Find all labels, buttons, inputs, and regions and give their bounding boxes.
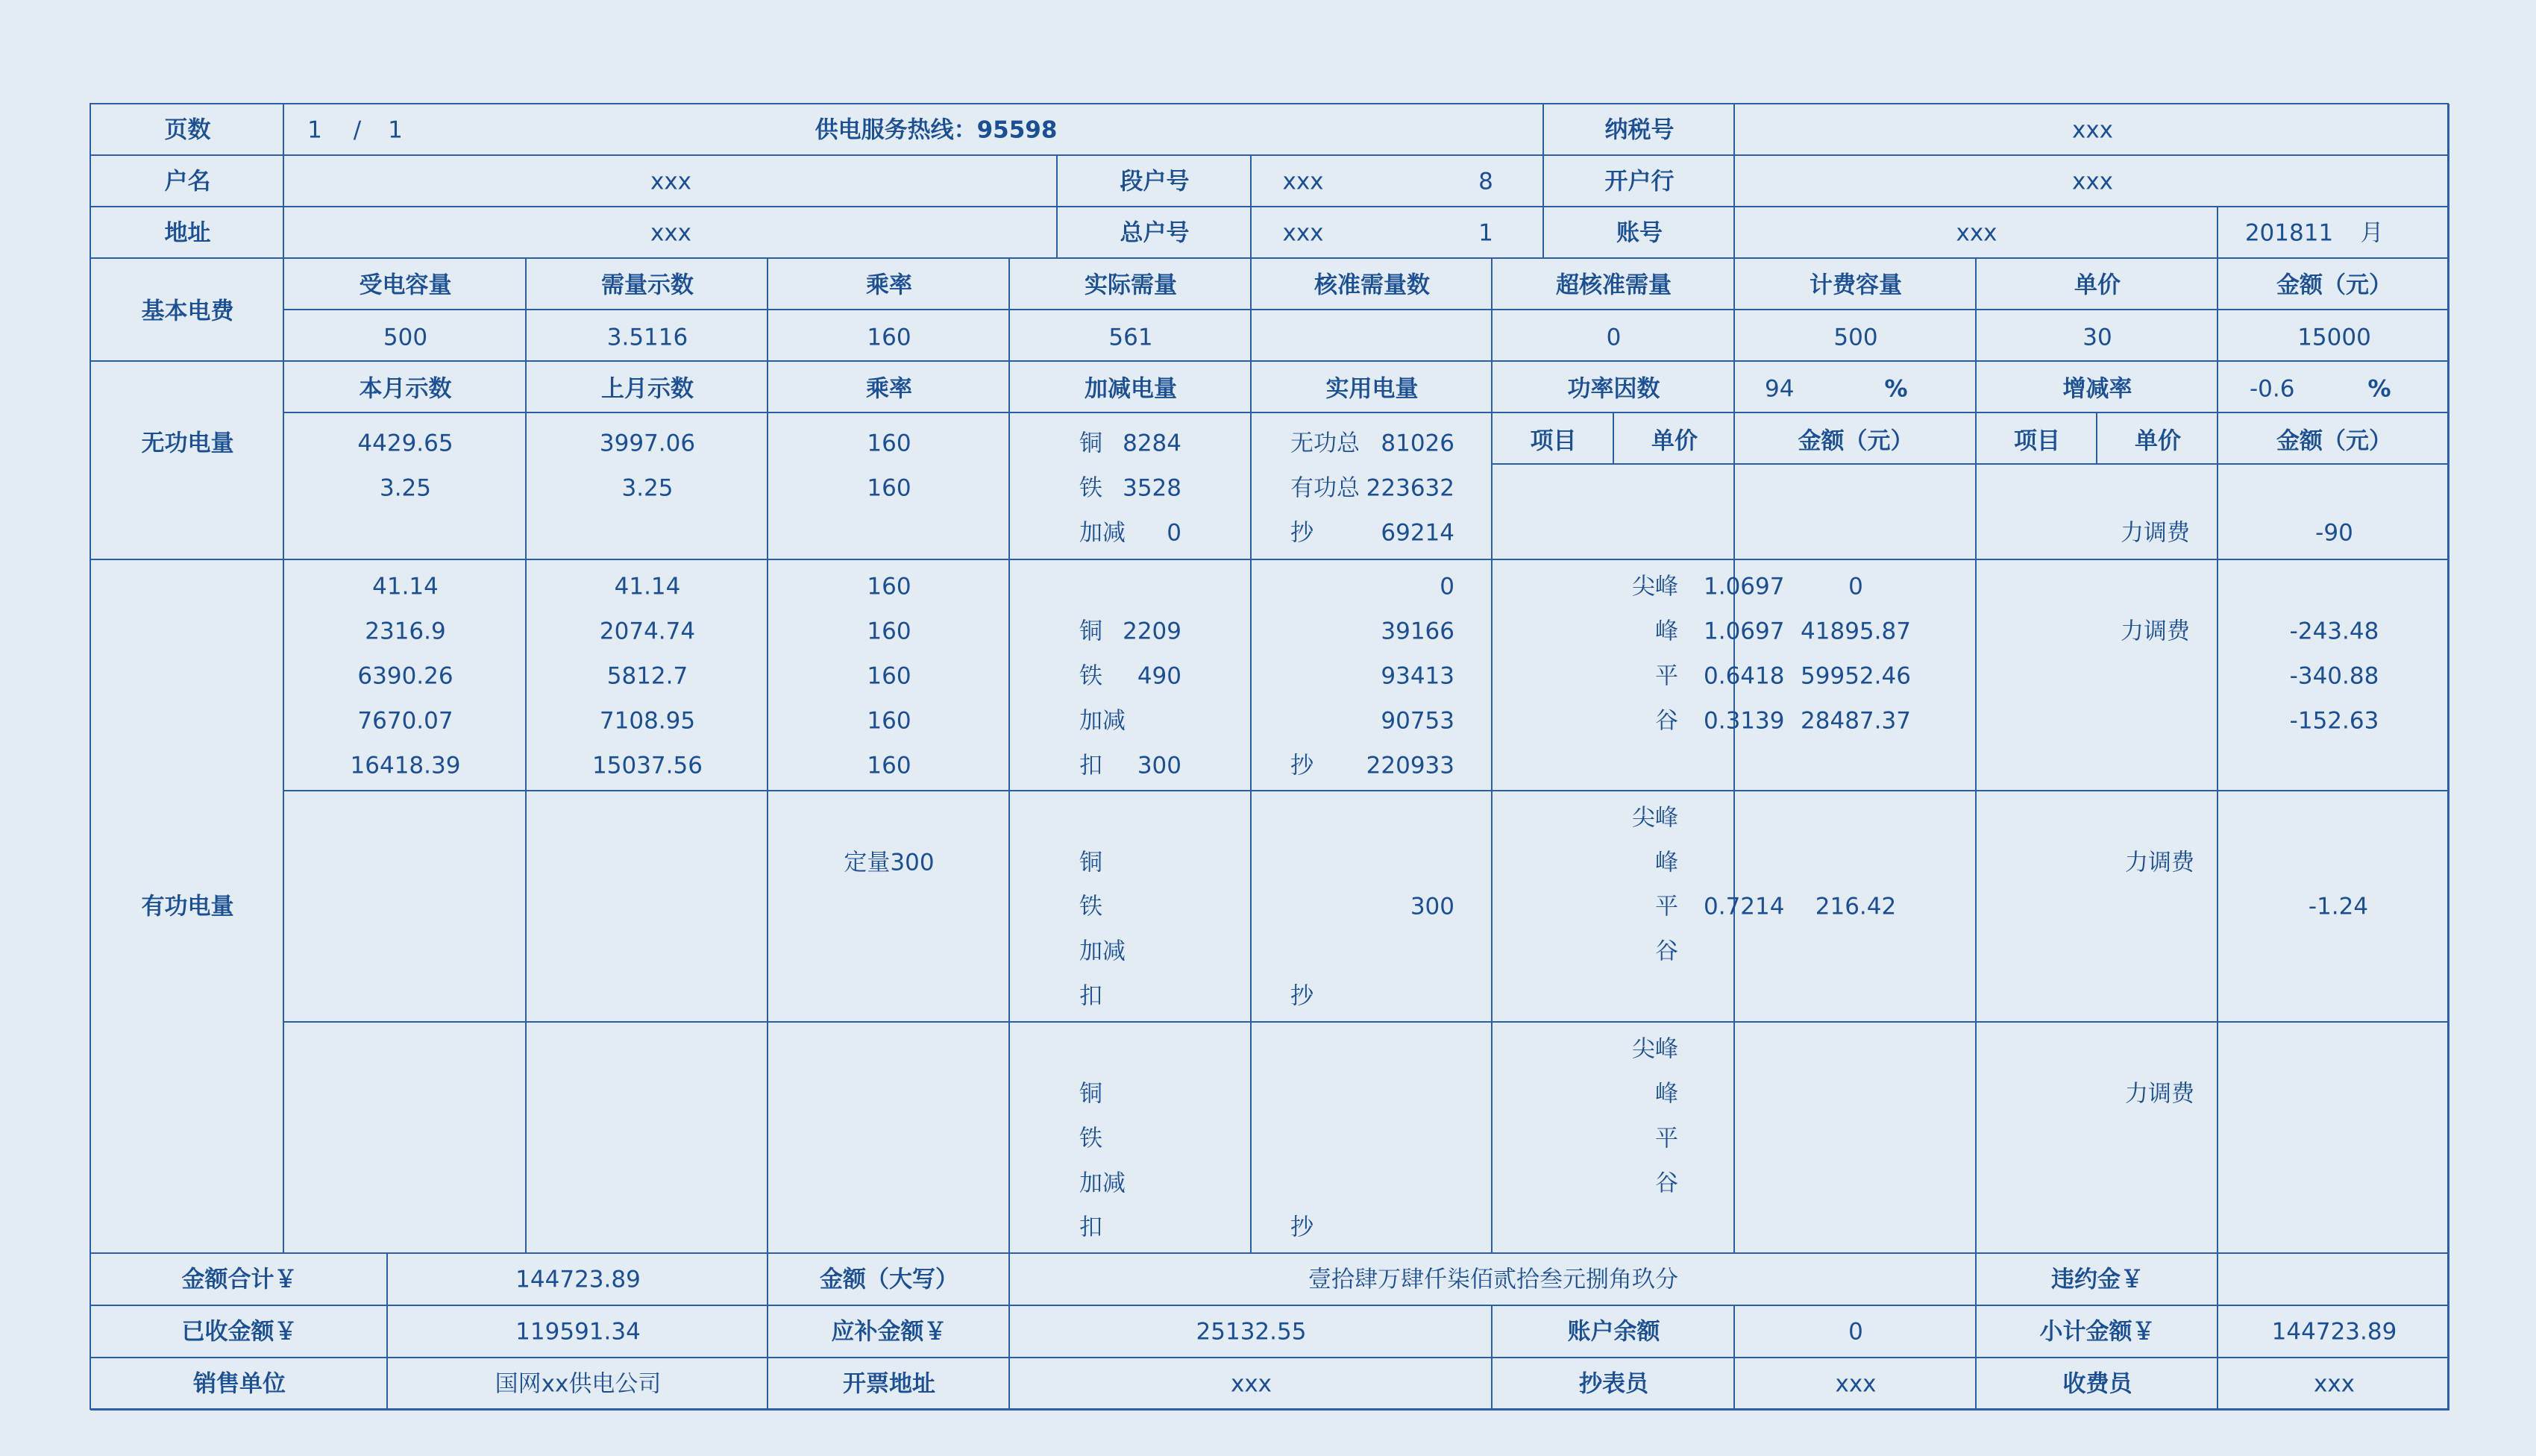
reactive-subheader: 金额（元）: [1798, 427, 1914, 455]
reactive-previous-reading: 3.25: [621, 474, 674, 502]
basic-value: 15000: [2297, 324, 2371, 351]
reactive-used-value: 69214: [1381, 519, 1454, 547]
active-block1-cell: [1009, 559, 1251, 791]
active-previous-reading: 7108.95: [599, 707, 696, 735]
reactive-header: 乘率: [866, 375, 912, 403]
basic-value: 500: [383, 324, 428, 351]
active-adjust-fee-label: 力调费: [2121, 618, 2190, 645]
active-previous-reading: 41.14: [614, 573, 681, 600]
reactive-adjust-fee-value: -90: [2315, 519, 2353, 547]
tax-number-label: 纳税号: [1604, 116, 1675, 144]
basic-value: 30: [2083, 324, 2112, 351]
capital-amount-label: 金额（大写）: [820, 1266, 958, 1293]
received-amount-label: 已收金额￥: [181, 1318, 298, 1346]
reactive-used-value: 223632: [1366, 474, 1454, 502]
active-block2-cell: [1492, 791, 1734, 1022]
electricity-bill-table: [90, 103, 2449, 1410]
tariff-amount: 216.42: [1815, 893, 1897, 920]
active-used-value: 39166: [1381, 618, 1454, 645]
active-block3-cell: [2218, 1022, 2449, 1253]
reactive-used-label: 无功总: [1290, 430, 1360, 457]
page-label: 页数: [164, 116, 211, 144]
active-multiplier: 160: [867, 618, 911, 645]
active-block3-cell: [1976, 1022, 2218, 1253]
active-used-prefix: 抄: [1290, 982, 1313, 1010]
supplement-amount-label: 应补金额￥: [831, 1318, 947, 1346]
reactive-used-label: 有功总: [1290, 474, 1360, 502]
account-label: 账号: [1616, 219, 1663, 247]
basic-header: 乘率: [866, 272, 912, 299]
active-block3-cell: [1734, 1022, 1976, 1253]
reactive-previous-reading: 3997.06: [599, 430, 696, 457]
increase-rate-label: 增减率: [2062, 375, 2132, 403]
cashier-value: xxx: [2313, 1370, 2355, 1398]
penalty-value-cell: [2218, 1253, 2449, 1305]
reactive-used-value: 81026: [1381, 430, 1454, 457]
active-adjust-label: 铜: [1079, 849, 1102, 876]
active-block3-cell: [768, 1022, 1009, 1253]
total-amount-label: 金额合计￥: [181, 1266, 298, 1293]
account-balance-label: 账户余额: [1567, 1318, 1660, 1346]
billing-period: 201811: [2244, 219, 2334, 247]
account-value: xxx: [1956, 219, 1997, 247]
active-multiplier: 160: [867, 573, 911, 600]
active-adjust-label: 加减: [1079, 1170, 1126, 1197]
active-used-prefix: 抄: [1290, 752, 1313, 779]
tax-number-value: xxx: [2071, 116, 2114, 144]
tariff-period: 峰: [1655, 1080, 1678, 1108]
active-adjust-value: 490: [1137, 662, 1181, 690]
reactive-subheader: 项目: [2014, 427, 2060, 455]
page-total: 1: [388, 116, 403, 144]
reactive-current-reading: 4429.65: [357, 430, 453, 457]
tariff-amount: 0: [1848, 573, 1863, 600]
power-factor-value: 94: [1765, 375, 1795, 403]
tariff-price: 1.0697: [1704, 618, 1785, 645]
active-block2-cell: [1251, 791, 1492, 1022]
total-number-label: 总户号: [1120, 219, 1190, 247]
basic-fee-label: 基本电费: [141, 298, 234, 325]
reactive-label-cell: [90, 361, 283, 559]
account-balance-value: 0: [1848, 1318, 1863, 1346]
reactive-subheader: 金额（元）: [2276, 427, 2392, 455]
active-adjust-fee-label: 力调费: [2125, 1080, 2194, 1108]
active-current-reading: 16418.39: [350, 752, 461, 779]
active-used-value: 0: [1440, 573, 1454, 600]
segment-number-suffix: 8: [1478, 168, 1493, 195]
active-block3-cell: [1009, 1022, 1251, 1253]
service-hotline: 供电服务热线：95598: [815, 116, 1058, 144]
total-amount-value: 144723.89: [515, 1266, 641, 1293]
bank-value: xxx: [2071, 168, 2114, 195]
reactive-header: 实用电量: [1325, 375, 1419, 403]
tariff-amount: 41895.87: [1801, 618, 1911, 645]
reactive-header: 加减电量: [1085, 375, 1177, 403]
tariff-period: 尖峰: [1632, 804, 1678, 832]
basic-value: 160: [867, 324, 911, 351]
address-label: 地址: [164, 219, 211, 247]
reactive-adjust-fee-label: 力调费: [2121, 519, 2190, 547]
active-block2-cell: [768, 791, 1009, 1022]
cashier-label: 收费员: [2062, 1370, 2132, 1398]
tariff-period: 尖峰: [1632, 1035, 1678, 1063]
active-previous-reading: 5812.7: [606, 662, 688, 690]
basic-header: 受电容量: [359, 272, 452, 299]
active-block3-cell: [1492, 1022, 1734, 1253]
subtotal-amount-label: 小计金额￥: [2039, 1318, 2156, 1346]
active-used-value: 220933: [1366, 752, 1454, 779]
meter-reader-label: 抄表员: [1579, 1370, 1648, 1398]
page-separator: /: [353, 116, 362, 144]
reactive-header: 本月示数: [359, 375, 452, 403]
tariff-period: 平: [1655, 1125, 1678, 1152]
month-unit: 月: [2360, 219, 2384, 247]
tariff-amount: 28487.37: [1801, 707, 1911, 735]
active-current-reading: 2316.9: [365, 618, 446, 645]
basic-header: 计费容量: [1810, 272, 1902, 299]
tariff-period: 平: [1655, 662, 1678, 690]
tariff-period: 谷: [1655, 707, 1678, 735]
reactive-subheader: 单价: [2135, 427, 2181, 455]
tariff-price: 0.3139: [1704, 707, 1785, 735]
active-adjust-label: 加减: [1079, 938, 1126, 965]
address-value: xxx: [650, 219, 692, 247]
reactive-used-label: 抄: [1290, 519, 1313, 547]
increase-rate-percent: %: [2367, 375, 2391, 403]
active-adjust-fee: -152.63: [2289, 707, 2379, 735]
tariff-period: 尖峰: [1632, 573, 1678, 600]
basic-value: 3.5116: [606, 324, 688, 351]
active-block3-cell: [283, 1022, 526, 1253]
active-adjust-fee: -243.48: [2289, 618, 2379, 645]
reactive-adjust-label: 加减: [1079, 519, 1126, 547]
basic-value: 0: [1606, 324, 1622, 351]
customer-name-label: 户名: [164, 168, 211, 195]
reactive-amount-cell: [1734, 464, 1976, 559]
reactive-adjust-label: 铜: [1079, 430, 1102, 457]
total-number-value: xxx: [1282, 219, 1324, 247]
basic-header: 需量示数: [601, 272, 694, 299]
active-used-value: 90753: [1381, 707, 1454, 735]
meter-reader-value: xxx: [1835, 1370, 1877, 1398]
tariff-amount: 59952.46: [1801, 662, 1911, 690]
active-multiplier: 160: [867, 707, 911, 735]
reactive-header: 上月示数: [601, 375, 694, 403]
active-adjust-label: 扣: [1079, 982, 1102, 1010]
active-multiplier: 160: [867, 752, 911, 779]
active-current-reading: 6390.26: [357, 662, 453, 690]
active-adjust-fee-label: 力调费: [2125, 849, 2194, 876]
basic-header: 金额（元）: [2276, 272, 2392, 299]
power-factor-percent: %: [1884, 375, 1908, 403]
active-previous-reading: 2074.74: [599, 618, 696, 645]
active-block3-cell: [1251, 1022, 1492, 1253]
capital-amount-value: 壹拾肆万肆仟柒佰贰拾叁元捌角玖分: [1308, 1266, 1678, 1293]
basic-value: 561: [1108, 324, 1153, 351]
received-amount-value: 119591.34: [515, 1318, 641, 1346]
active-adjust-label: 铜: [1079, 1080, 1102, 1108]
reactive-adjust-value: 0: [1167, 519, 1181, 547]
active-current-reading: 41.14: [372, 573, 439, 600]
tariff-period: 谷: [1655, 938, 1678, 965]
reactive-header: 功率因数: [1567, 375, 1660, 403]
reactive-current-reading: 3.25: [379, 474, 432, 502]
active-adjust-label: 铜: [1079, 618, 1102, 645]
active-block1-cell: [1492, 559, 1734, 791]
tariff-period: 平: [1655, 893, 1678, 920]
active-power-label: 有功电量: [141, 893, 234, 920]
active-adjust-label: 铁: [1079, 1125, 1102, 1152]
penalty-label: 违约金￥: [2051, 1266, 2144, 1293]
active-block3-cell: [526, 1022, 768, 1253]
customer-name-value: xxx: [650, 168, 692, 195]
tariff-period: 谷: [1655, 1170, 1678, 1197]
tariff-price: 1.0697: [1704, 573, 1785, 600]
reactive-adjust-value: 8284: [1123, 430, 1181, 457]
subtotal-amount-value: 144723.89: [2271, 1318, 2397, 1346]
page-current: 1: [307, 116, 322, 144]
tariff-period: 峰: [1655, 849, 1678, 876]
invoice-address-value: xxx: [1230, 1370, 1272, 1398]
basic-header: 超核准需量: [1556, 272, 1672, 299]
increase-rate-value: -0.6: [2250, 375, 2295, 403]
active-multiplier: 160: [867, 662, 911, 690]
active-adjust-value: 300: [1137, 752, 1181, 779]
bank-label: 开户行: [1604, 168, 1675, 195]
basic-value: 500: [1833, 324, 1878, 351]
active-current-reading: 7670.07: [357, 707, 453, 735]
active-used-prefix: 抄: [1290, 1214, 1313, 1241]
active-block2-cell: [526, 791, 768, 1022]
active-adjust-label: 铁: [1079, 662, 1102, 690]
active-used-value: 93413: [1381, 662, 1454, 690]
active-adjust-fee: -1.24: [2308, 893, 2369, 920]
reactive-adjust-value: 3528: [1123, 474, 1181, 502]
active-previous-reading: 15037.56: [592, 752, 703, 779]
seller-value: 国网xx供电公司: [495, 1370, 662, 1398]
reactive-subheader: 单价: [1651, 427, 1698, 455]
reactive-multiplier: 160: [867, 474, 911, 502]
active-block1-cell: [1976, 559, 2218, 791]
basic-header: 核准需量数: [1314, 272, 1430, 299]
segment-number-value: xxx: [1282, 168, 1324, 195]
fixed-quantity: 定量300: [844, 849, 935, 876]
active-block2-cell: [1976, 791, 2218, 1022]
reactive-adjust-label: 铁: [1079, 474, 1102, 502]
basic-header: 实际需量: [1085, 272, 1177, 299]
reactive-subheader: 项目: [1530, 427, 1577, 455]
seller-label: 销售单位: [193, 1370, 286, 1398]
active-adjust-label: 扣: [1079, 752, 1102, 779]
active-adjust-label: 铁: [1079, 893, 1102, 920]
tariff-period: 峰: [1655, 618, 1678, 645]
invoice-address-label: 开票地址: [843, 1370, 935, 1398]
active-adjust-fee: -340.88: [2289, 662, 2379, 690]
reactive-item-cell: [1492, 464, 1734, 559]
active-block2-cell: [283, 791, 526, 1022]
tariff-price: 0.6418: [1704, 662, 1785, 690]
segment-number-label: 段户号: [1120, 168, 1190, 195]
reactive-multiplier: 160: [867, 430, 911, 457]
tariff-price: 0.7214: [1704, 893, 1785, 920]
reactive-power-label: 无功电量: [141, 430, 234, 457]
basic-header: 单价: [2074, 272, 2121, 299]
active-adjust-label: 扣: [1079, 1214, 1102, 1241]
active-used-value: 300: [1410, 893, 1454, 920]
active-adjust-label: 加减: [1079, 707, 1126, 735]
basic-value-cell: [1251, 310, 1492, 361]
total-number-suffix: 1: [1478, 219, 1493, 247]
active-adjust-value: 2209: [1123, 618, 1181, 645]
active-block2-cell: [1009, 791, 1251, 1022]
supplement-amount-value: 25132.55: [1196, 1318, 1307, 1346]
